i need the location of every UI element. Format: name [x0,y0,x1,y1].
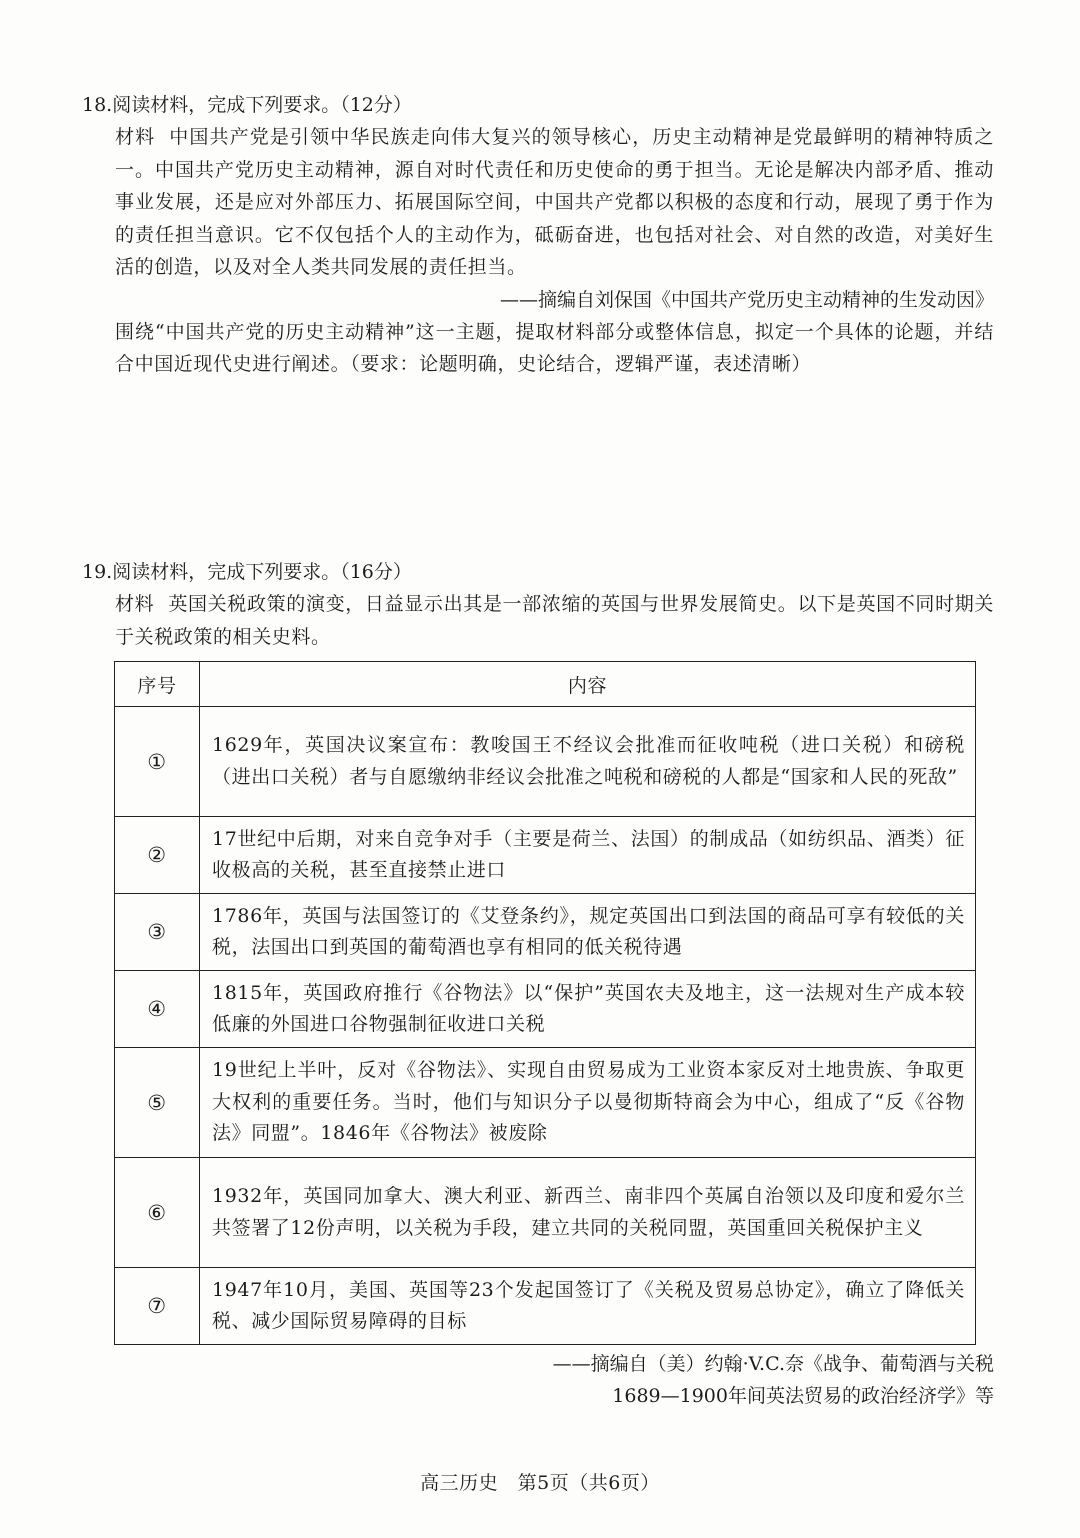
question-19-source-line1: ——摘编自（美）约翰·V.C.奈《战争、葡萄酒与关税 [552,1353,994,1375]
material-text: 英国关税政策的演变，日益显示出其是一部浓缩的英国与世界发展简史。以下是英国不同时期关于关税政策的相关史料。 [115,593,995,648]
row-content: 1815年，英国政府推行《谷物法》以“保护”英国农夫及地主，这一法规对生产成本较低廉的外国进口谷物强制征收进口关税 [200,971,976,1048]
row-content: 1629年，英国决议案宣布：教唆国王不经议会批准而征收吨税（进口关税）和磅税（进出口关税）者与自愿缴纳非经议会批准之吨税和磅税的人都是“国家和人民的死敌” [200,707,976,817]
material-label: 材料 [115,593,155,615]
question-19-heading: 19.阅读材料，完成下列要求。（16分） [82,561,412,583]
table-row [115,707,976,817]
question-18-source: ——摘编自刘保国《中国共产党历史主动精神的生发动因》 [499,288,994,311]
row-content: 17世纪中后期，对来自竞争对手（主要是荷兰、法国）的制成品（如纺织品、酒类）征收极高的关税，甚至直接禁止进口 [200,817,976,894]
material-label: 材料 [115,126,156,148]
question-18 [82,89,994,381]
table-row [115,1158,976,1268]
table-row [115,1048,976,1158]
question-19-source-block [82,1348,994,1412]
question-18-material [82,121,994,284]
row-number: ③ [115,894,200,971]
header-num: 序号 [115,662,200,707]
row-number: ⑦ [115,1268,200,1345]
question-19-source-line2: 1689—1900年间英法贸易的政治经济学》等 [612,1385,994,1407]
row-number: ① [115,707,200,817]
row-number: ② [115,817,200,894]
row-content: 1786年，英国与法国签订的《艾登条约》，规定英国出口到法国的商品可享有较低的关税，法国出口到英国的葡萄酒也享有相同的低关税待遇 [200,894,976,971]
table-header-row [115,662,976,707]
table-row [115,1268,976,1345]
table-row [115,817,976,894]
question-18-heading: 18.阅读材料，完成下列要求。（12分） [82,94,412,116]
question-18-requirement: 围绕“中国共产党的历史主动精神”这一主题，提取材料部分或整体信息，拟定一个具体的论题，并结合中国近现代史进行阐述。（要求：论题明确，史论结合，逻辑严谨，表述清晰） [115,320,994,375]
row-content: 1932年，英国同加拿大、澳大利亚、新西兰、南非四个英属自治领以及印度和爱尔兰共签署了12份声明，以关税为手段，建立共同的关税同盟，英国重回关税保护主义 [200,1158,976,1268]
row-number: ⑥ [115,1158,200,1268]
table-row [115,894,976,971]
row-content: 19世纪上半叶，反对《谷物法》、实现自由贸易成为工业资本家反对土地贵族、争取更大权利的重要任务。当时，他们与知识分子以曼彻斯特商会为中心，组成了“反《谷物法》同盟”。1846年《谷物法》被废除 [200,1048,976,1158]
question-19 [82,556,994,653]
row-number: ④ [115,971,200,1048]
row-number: ⑤ [115,1048,200,1158]
page-footer: 高三历史 第5页（共6页） [420,1472,660,1494]
tariff-history-table [114,661,976,1345]
row-content: 1947年10月，美国、英国等23个发起国签订了《关税及贸易总协定》，确立了降低关税、减少国际贸易障碍的目标 [200,1268,976,1345]
table-row [115,971,976,1048]
header-content: 内容 [200,662,976,707]
material-text: 中国共产党是引领中华民族走向伟大复兴的领导核心，历史主动精神是党最鲜明的精神特质之一。中国共产党历史主动精神，源自对时代责任和历史使命的勇于担当。无论是解决内部矛盾、推动事业发展，还是应对外部压力、拓展国际空间，中国共产党都以积极的态度和行动，展现了勇于作为的责任担当意识。它不仅包括个人的主动作为，砥砺奋进，也包括对社会、对自然的改造，对美好生活的创造，以及对全人类共同发展的责任担当。 [115,126,994,278]
question-19-material [82,588,994,653]
